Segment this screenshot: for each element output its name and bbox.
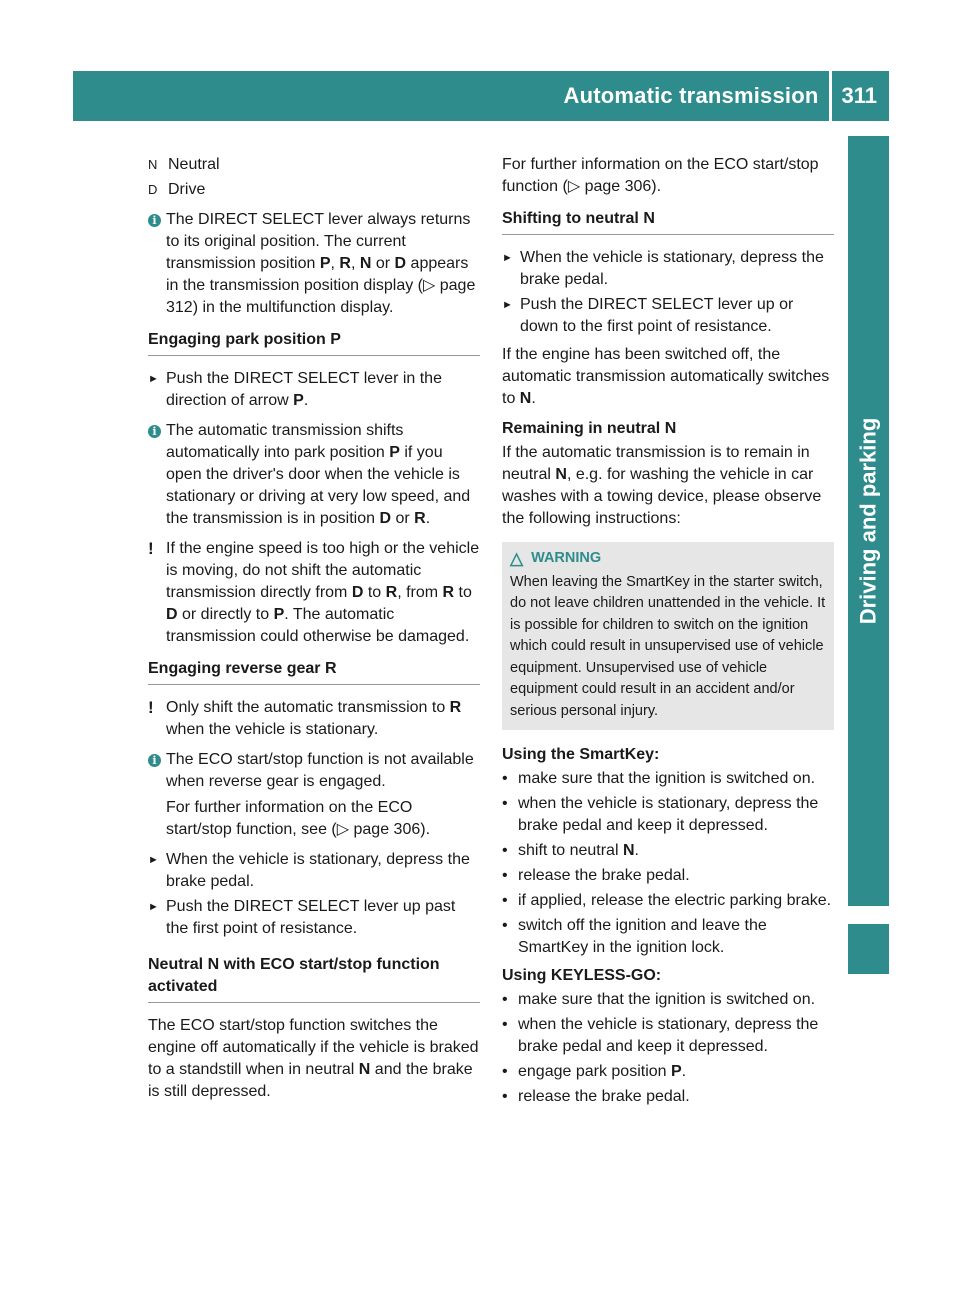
step-arrow-icon: ►	[148, 901, 159, 913]
list-item: • switch off the ignition and leave the SmartKey in the ignition lock.	[502, 915, 834, 959]
warning-box	[502, 542, 834, 730]
step-arrow-icon: ►	[148, 854, 159, 866]
step-arrow-icon: ►	[148, 373, 159, 385]
side-marker	[848, 924, 889, 974]
note-text: The DIRECT SELECT lever always returns to its original position. The current transmission position P, R, N or D appears in the transmission position display (▷ page 312) in the multifunction display.	[166, 211, 476, 316]
info-note	[148, 209, 480, 319]
note-text: The automatic transmission shifts automatically into park position P if you open the driver's door when the vehicle is stationary or driving at very low speed, and the transmission is in position D or R.	[166, 422, 471, 527]
instruction-step: ► When the vehicle is stationary, depress the brake pedal.	[502, 247, 834, 291]
bullet-icon: •	[502, 991, 508, 1008]
warning-title: △ WARNING	[510, 549, 602, 568]
list-item: • if applied, release the electric parking brake.	[502, 890, 834, 912]
instruction-step: ► Push the DIRECT SELECT lever in the direction of arrow P.	[148, 368, 480, 412]
right-column	[502, 154, 834, 1111]
warning-triangle-icon: △	[510, 549, 524, 568]
note-text: Only shift the automatic transmission to R when the vehicle is stationary.	[166, 699, 462, 738]
info-note	[148, 749, 480, 841]
gear-letter: D	[148, 182, 158, 197]
info-note	[148, 420, 480, 530]
paragraph: If the automatic transmission is to remain in neutral N, e.g. for washing the vehicle in car washes with a towing device, please observe the following instructions:	[502, 444, 822, 527]
left-column	[148, 154, 480, 1111]
subheading-smartkey: Using the SmartKey:	[502, 746, 660, 763]
step-arrow-icon: ►	[502, 299, 513, 311]
subheading-remaining: Remaining in neutral N	[502, 420, 677, 437]
side-tab-label: Driving and parking	[855, 417, 881, 625]
info-icon: i	[148, 214, 161, 227]
bullet-icon: •	[502, 917, 508, 934]
gear-label: Neutral	[168, 156, 220, 173]
caution-note	[148, 697, 480, 741]
paragraph: If the engine has been switched off, the automatic transmission automatically switches to N.	[502, 346, 830, 407]
subheading-keyless: Using KEYLESS-GO:	[502, 967, 662, 984]
note-text: The ECO start/stop function is not available when reverse gear is engaged.	[166, 751, 474, 790]
bullet-icon: •	[502, 867, 508, 884]
gear-label: Drive	[168, 181, 206, 198]
gear-letter: N	[148, 157, 158, 172]
section-heading-eco: Neutral N with ECO start/stop function activated	[148, 954, 480, 1003]
section-heading-shift-neutral: Shifting to neutral N	[502, 208, 834, 235]
bullet-icon: •	[502, 1016, 508, 1033]
list-item: • release the brake pedal.	[502, 1086, 834, 1108]
gear-row	[148, 179, 480, 201]
note-text: For further information on the ECO start/stop function, see (▷ page 306).	[166, 799, 431, 838]
bullet-icon: •	[502, 1088, 508, 1105]
note-text: If the engine speed is too high or the vehicle is moving, do not shift the automatic transmission directly from D to R, from R to D or directly to P. The automatic transmission could otherwise be damaged.	[166, 540, 480, 645]
section-heading-park: Engaging park position P	[148, 329, 480, 356]
bullet-icon: •	[502, 770, 508, 787]
info-icon: i	[148, 754, 161, 767]
page-number: 311	[841, 83, 877, 108]
list-item: • shift to neutral N.	[502, 840, 834, 862]
info-icon: i	[148, 425, 161, 438]
paragraph: For further information on the ECO start/stop function (▷ page 306).	[502, 156, 819, 195]
instruction-step: ► When the vehicle is stationary, depress the brake pedal.	[148, 849, 480, 893]
gear-row	[148, 154, 480, 176]
bullet-icon: •	[502, 795, 508, 812]
list-item: • when the vehicle is stationary, depress the brake pedal and keep it depressed.	[502, 793, 834, 837]
warning-text: When leaving the SmartKey in the starter switch, do not leave children unattended in the vehicle. It is possible for children to switch on the ignition which could result in unsupervised use of vehicle equipment. Unsupervised use of vehicle equipment could result in an accident and/or serious personal injury.	[510, 573, 826, 719]
bullet-icon: •	[502, 892, 508, 909]
bullet-icon: •	[502, 1063, 508, 1080]
page-title: Automatic transmission	[563, 83, 819, 108]
caution-note	[148, 538, 480, 648]
exclamation-icon: !	[148, 698, 154, 717]
instruction-step: ► Push the DIRECT SELECT lever up or down to the first point of resistance.	[502, 294, 834, 338]
exclamation-icon: !	[148, 539, 154, 558]
instruction-step: ► Push the DIRECT SELECT lever up past the first point of resistance.	[148, 896, 480, 940]
list-item: • engage park position P.	[502, 1061, 834, 1083]
list-item: • when the vehicle is stationary, depress the brake pedal and keep it depressed.	[502, 1014, 834, 1058]
list-item: • make sure that the ignition is switched on.	[502, 989, 834, 1011]
header-bar	[73, 71, 889, 121]
side-tab-label-wrap	[848, 136, 889, 906]
section-heading-reverse: Engaging reverse gear R	[148, 658, 480, 685]
list-item: • make sure that the ignition is switched on.	[502, 768, 834, 790]
bullet-icon: •	[502, 842, 508, 859]
paragraph: The ECO start/stop function switches the engine off automatically if the vehicle is braked to a standstill when in neutral N and the brake is still depressed.	[148, 1017, 479, 1100]
step-arrow-icon: ►	[502, 252, 513, 264]
list-item: • release the brake pedal.	[502, 865, 834, 887]
